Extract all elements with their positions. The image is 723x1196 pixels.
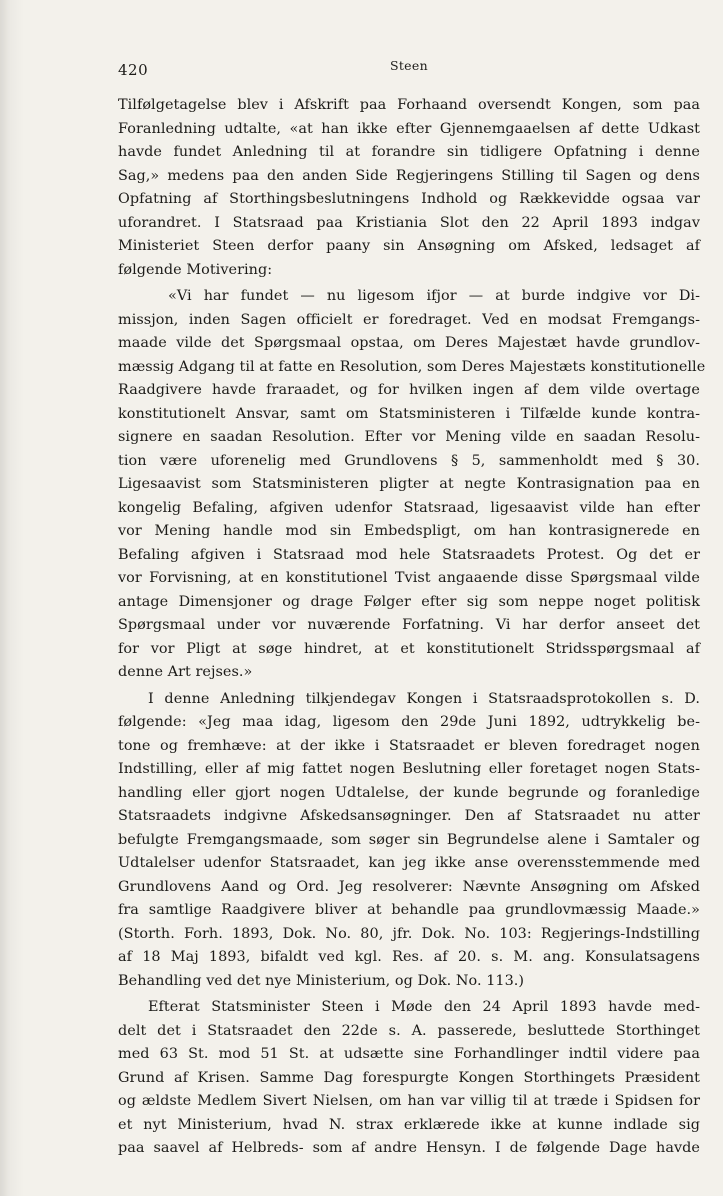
text-line: Raadgivere havde fraraadet, og for hvilken ingen af dem vilde overtage	[118, 382, 700, 398]
text-line: for vor Pligt at søge hindret, at et konstitutionelt Stridsspørgsmaal af	[118, 640, 700, 657]
text-line: missjon, inden Sagen officielt er foredraget. Ved en modsat Fremgangs-	[118, 311, 700, 328]
text-line: Foranledning udtalte, «at han ikke efter Gjennemgaaelsen af dette Udkast	[118, 120, 700, 137]
text-line: Statsraadets indgivne Afskedsansøgninger. Den af Statsraadet nu atter	[118, 808, 700, 824]
text-line: følgende: «Jeg maa idag, ligesom den 29de Juni 1892, udtrykkelig be-	[118, 714, 700, 730]
text-line: konstitutionelt Ansvar, samt om Statsministeren i Tilfælde kunde kontra-	[118, 405, 700, 422]
text-line: tone og fremhæve: at der ikke i Statsraadet er bleven foredraget nogen	[118, 737, 700, 754]
text-line: Behandling ved det nye Ministerium, og Dok. No. 113.)	[118, 972, 525, 989]
text-line: Sag,» medens paa den anden Side Regjeringens Stilling til Sagen og dens	[118, 167, 700, 184]
text-line: tion være uforenelig med Grundlovens § 5, sammenholdt med § 30.	[118, 452, 700, 469]
running-head: Steen	[390, 58, 428, 73]
text-line: Opfatning af Storthingsbeslutningens Indhold og Rækkevidde ogsaa var	[118, 191, 700, 207]
text-line: Ligesaavist som Statsministeren pligter at negte Kontrasignation paa en	[118, 476, 700, 492]
text-line: kongelig Befaling, afgiven udenfor Statsraad, ligesaavist vilde han efter	[118, 499, 700, 516]
text-line: af 18 Maj 1893, bifaldt ved kgl. Res. af 20. s. M. ang. Konsulatsagens	[118, 949, 700, 965]
text-line: vor Forvisning, at en konstitutionel Tvist angaaende disse Spørgsmaal vilde	[118, 570, 700, 586]
text-line: havde fundet Anledning til at forandre sin tidligere Opfatning i denne	[118, 144, 700, 160]
text-line: «Vi har fundet — nu ligesom ifjor — at burde indgive vor Di-	[168, 288, 700, 304]
text-line: Indstilling, eller af mig fattet nogen Beslutning eller foretaget nogen Stats-	[118, 761, 700, 777]
text-line: mæssig Adgang til at fatte en Resolution, som Deres Majestæts konstitutionelle	[118, 358, 706, 375]
page-number: 420	[118, 61, 149, 79]
text-line: uforandret. I Statsraad paa Kristiania Slot den 22 April 1893 indgav	[118, 214, 700, 231]
text-line: Ministeriet Steen derfor paany sin Ansøgning om Afsked, ledsaget af	[118, 238, 700, 254]
paragraph	[118, 94, 700, 282]
text-line: maade vilde det Spørgsmaal opstaa, om Deres Majestæt havde grundlov-	[118, 335, 700, 351]
text-line: Tilfølgetagelse blev i Afskrift paa Forhaand oversendt Kongen, som paa	[118, 97, 700, 113]
page-header	[118, 58, 698, 78]
text-line: Udtalelser udenfor Statsraadet, kan jeg ikke anse overensstemmende med	[118, 855, 700, 871]
text-line: Spørgsmaal under vor nuværende Forfatning. Vi har derfor anseet det	[118, 617, 700, 633]
text-line: Efterat Statsminister Steen i Møde den 24 April 1893 havde med-	[148, 999, 700, 1015]
text-line: denne Art rejses.»	[118, 664, 253, 680]
paragraph	[118, 996, 700, 1161]
text-line: og ældste Medlem Sivert Nielsen, om han var villig til at træde i Spidsen for	[118, 1093, 700, 1109]
paragraph	[118, 285, 706, 685]
text-line: vor Mening handle mod sin Embedspligt, om han kontrasignerede en	[118, 523, 700, 539]
text-line: delt det i Statsraadet den 22de s. A. passerede, besluttede Storthinget	[118, 1022, 700, 1039]
body-text	[118, 94, 706, 1161]
paragraph	[118, 688, 700, 994]
text-line: et nyt Ministerium, hvad N. strax erklærede ikke at kunne indlade sig	[118, 1116, 700, 1133]
text-line: Befaling afgiven i Statsraad mod hele Statsraadets Protest. Og det er	[118, 546, 700, 563]
text-line: antage Dimensjoner og drage Følger efter sig som neppe noget politisk	[118, 593, 700, 610]
text-line: med 63 St. mod 51 St. at udsætte sine Forhandlinger indtil videre paa	[118, 1046, 700, 1062]
text-line: fra samtlige Raadgivere bliver at behandle paa grundlovmæssig Maade.»	[118, 902, 700, 918]
text-line: I denne Anledning tilkjendegav Kongen i Statsraadsprotokollen s. D.	[148, 690, 700, 707]
text-line: befulgte Fremgangsmaade, som søger sin Begrundelse alene i Samtaler og	[118, 831, 700, 848]
text-line: (Storth. Forh. 1893, Dok. No. 80, jfr. Dok. No. 103: Regjerings-Indstilling	[118, 925, 700, 942]
text-line: Grund af Krisen. Samme Dag forespurgte Kongen Storthingets Præsident	[118, 1069, 700, 1086]
text-line: handling eller gjort nogen Udtalelse, der kunde begrunde og foranledige	[118, 784, 700, 801]
text-line: signere en saadan Resolution. Efter vor Mening vilde en saadan Resolu-	[118, 429, 700, 445]
text-line: paa saavel af Helbreds- som af andre Hensyn. I de følgende Dage havde	[118, 1140, 700, 1156]
text-line: Grundlovens Aand og Ord. Jeg resolverer: Nævnte Ansøgning om Afsked	[118, 878, 700, 895]
text-line: følgende Motivering:	[118, 261, 273, 278]
